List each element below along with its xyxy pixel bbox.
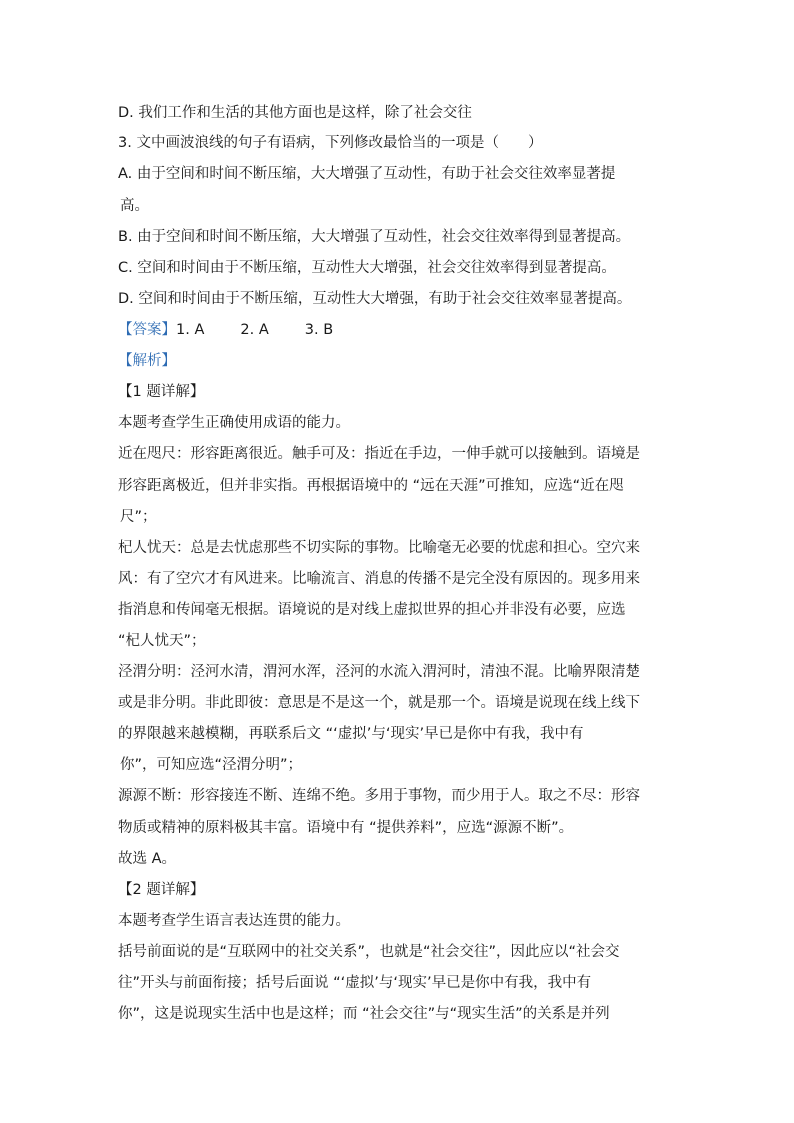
answer-bracket-close: 】: [161, 322, 176, 338]
paragraph-line: 你”，可知应选“泾渭分明”；: [120, 757, 303, 773]
paragraph-line: 近在咫尺：形容距离很近。触手可及：指近在手边，一伸手就可以接触到。语境是: [118, 446, 640, 462]
answer-line: [118, 320, 333, 340]
paragraph-line: 源源不断：形容接连不断、连绵不绝。多用于事物，而少用于人。取之不尽：形容: [118, 788, 640, 804]
analysis-label: 解析: [132, 353, 162, 369]
paragraph-line: 泾渭分明：泾河水清，渭河水浑，泾河的水流入渭河时，清浊不混。比喻界限清楚: [118, 664, 640, 680]
paragraph-line: 或是非分明。非此即彼：意思是不是这一个，就是那一个。语境是说现在线上线下: [118, 695, 640, 711]
q2-detail-label: 2 题详解: [132, 882, 190, 898]
answer-label: 答案: [132, 322, 162, 338]
q2-detail-heading: 【2 题详解】: [118, 882, 205, 898]
answer-2: 2. A: [240, 322, 269, 338]
option-a-q3-continued: 高。: [120, 198, 149, 214]
answer-3: 3. B: [304, 322, 334, 338]
paragraph-line: 物质或精神的原料极其丰富。语境中有 “提供养料”，应选“源源不断”。: [118, 820, 574, 836]
question-3-stem: 3. 文中画波浪线的句子有语病，下列修改最恰当的一项是（ ）: [118, 135, 543, 151]
q1-detail-label: 1 题详解: [132, 384, 190, 400]
analysis-heading: 【解析】: [118, 353, 176, 369]
paragraph-line: 往”开头与前面衔接；括号后面说 “‘虚拟’与‘现实’早已是你中有我，我中有: [118, 975, 592, 991]
q1-explanation-intro: 本题考查学生正确使用成语的能力。: [118, 415, 350, 431]
answer-1: 1. A: [176, 322, 205, 338]
option-d-q3: D. 空间和时间由于不断压缩，互动性大大增强，有助于社会交往效率显著提高。: [118, 291, 632, 307]
paragraph-line: 的界限越来越模糊，再联系后文 “‘虚拟’与‘现实’早已是你中有我，我中有: [118, 726, 584, 742]
paragraph-line: 风：有了空穴才有风进来。比喻流言、消息的传播不是完全没有原因的。现多用来: [118, 571, 640, 587]
paragraph-line: 括号前面说的是“互联网中的社交关系”，也就是“社会交往”，因此应以“社会交: [118, 944, 620, 960]
paragraph-line: 尺”；: [120, 509, 157, 525]
option-c-q3: C. 空间和时间由于不断压缩，互动性大大增强，社会交往效率得到显著提高。: [118, 260, 616, 276]
option-b-q3: B. 由于空间和时间不断压缩，大大增强了互动性，社会交往效率得到显著提高。: [118, 229, 631, 245]
paragraph-line: 形容距离极近，但并非实指。再根据语境中的 “远在天涯”可推知，应选“近在咫: [118, 478, 624, 494]
option-a-q3: A. 由于空间和时间不断压缩，大大增强了互动性，有助于社会交往效率显著提: [118, 166, 616, 182]
option-d-q2: D. 我们工作和生活的其他方面也是这样，除了社会交往: [118, 105, 472, 121]
q2-explanation-intro: 本题考查学生语言表达连贯的能力。: [118, 913, 350, 929]
paragraph-line: 指消息和传闻毫无根据。语境说的是对线上虚拟世界的担心并非没有必要，应选: [118, 602, 626, 618]
paragraph-line: 杞人忧天：总是去忧虑那些不切实际的事物。比喻毫无必要的忧虑和担心。空穴来: [118, 540, 640, 556]
paragraph-line: “杞人忧天”；: [118, 633, 206, 649]
paragraph-line: 你”，这是说现实生活中也是这样；而 “社会交往”与“现实生活”的关系是并列: [118, 1006, 610, 1022]
q1-conclusion: 故选 A。: [118, 851, 177, 867]
answer-bracket-open: 【: [118, 322, 133, 338]
q1-detail-heading: 【1 题详解】: [118, 384, 205, 400]
